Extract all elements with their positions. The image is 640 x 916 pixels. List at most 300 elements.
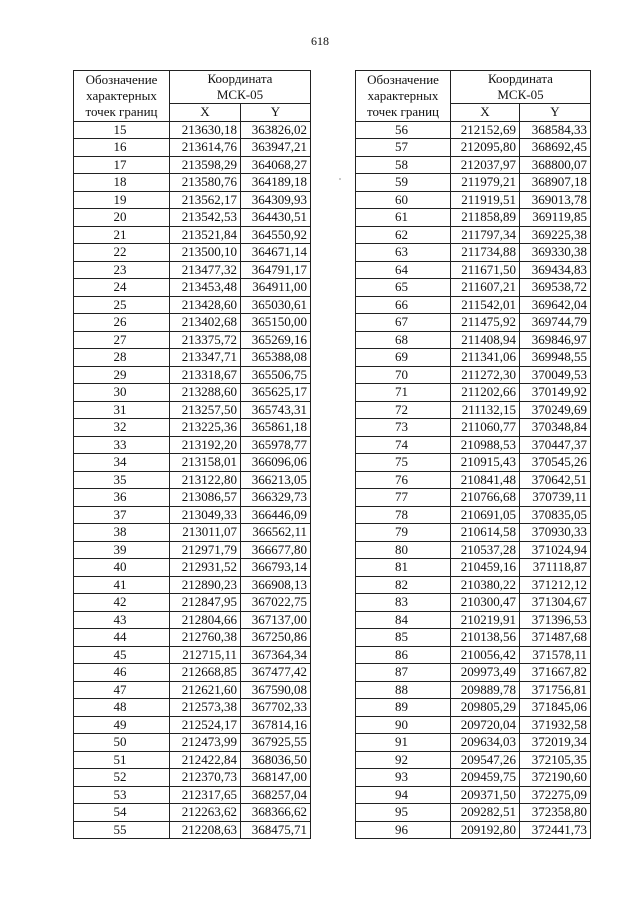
point-number-cell: 77 (356, 489, 451, 507)
x-coordinate-cell: 213428,60 (170, 296, 241, 314)
x-coordinate-cell: 210138,56 (451, 629, 520, 647)
y-coordinate-cell: 365978,77 (241, 436, 311, 454)
point-number-cell: 38 (74, 524, 170, 542)
point-number-cell: 22 (74, 244, 170, 262)
point-number-cell: 73 (356, 419, 451, 437)
table-row (74, 349, 311, 367)
table-row (356, 576, 591, 594)
x-coordinate-cell: 212473,99 (170, 734, 241, 752)
table-row (74, 331, 311, 349)
table-row (356, 384, 591, 402)
table-row (356, 699, 591, 717)
table-row (356, 419, 591, 437)
header-label-line: Обозначение (85, 71, 158, 87)
point-number-cell: 39 (74, 541, 170, 559)
y-coordinate-cell: 370930,33 (520, 524, 591, 542)
x-coordinate-cell: 213453,48 (170, 279, 241, 297)
x-coordinate-cell: 209973,49 (451, 664, 520, 682)
point-number-cell: 45 (74, 646, 170, 664)
point-number-cell: 72 (356, 401, 451, 419)
point-number-cell: 83 (356, 594, 451, 612)
point-number-cell: 69 (356, 349, 451, 367)
table-row (356, 559, 591, 577)
point-number-cell: 43 (74, 611, 170, 629)
table-row (356, 121, 591, 139)
y-coordinate-cell: 364911,00 (241, 279, 311, 297)
x-coordinate-cell: 212422,84 (170, 751, 241, 769)
x-coordinate-cell: 213192,20 (170, 436, 241, 454)
table-row (356, 611, 591, 629)
table-row (74, 226, 311, 244)
x-coordinate-cell: 213598,29 (170, 156, 241, 174)
x-coordinate-cell: 212668,85 (170, 664, 241, 682)
y-coordinate-cell: 364791,17 (241, 261, 311, 279)
y-coordinate-cell: 365861,18 (241, 419, 311, 437)
x-coordinate-cell: 210614,58 (451, 524, 520, 542)
header-coord-line: Координата (488, 71, 553, 86)
table-row (356, 244, 591, 262)
y-coordinate-cell: 367477,42 (241, 664, 311, 682)
point-number-cell: 88 (356, 681, 451, 699)
x-coordinate-cell: 212804,66 (170, 611, 241, 629)
coordinates-table-left (73, 70, 311, 839)
y-coordinate-cell: 367250,86 (241, 629, 311, 647)
point-number-cell: 66 (356, 296, 451, 314)
y-coordinate-cell: 366908,13 (241, 576, 311, 594)
header-y: Y (520, 104, 591, 122)
y-coordinate-cell: 364068,27 (241, 156, 311, 174)
point-number-cell: 67 (356, 314, 451, 332)
table-row (74, 454, 311, 472)
point-number-cell: 51 (74, 751, 170, 769)
table-row (74, 559, 311, 577)
y-coordinate-cell: 368907,18 (520, 174, 591, 192)
x-coordinate-cell: 213375,72 (170, 331, 241, 349)
x-coordinate-cell: 210766,68 (451, 489, 520, 507)
table-row (74, 506, 311, 524)
table-row (74, 611, 311, 629)
y-coordinate-cell: 368584,33 (520, 121, 591, 139)
table-row (74, 594, 311, 612)
header-label-line: характерных (86, 87, 157, 103)
x-coordinate-cell: 213257,50 (170, 401, 241, 419)
y-coordinate-cell: 367925,55 (241, 734, 311, 752)
y-coordinate-cell: 364550,92 (241, 226, 311, 244)
x-coordinate-cell: 211671,50 (451, 261, 520, 279)
point-number-cell: 71 (356, 384, 451, 402)
x-coordinate-cell: 212317,65 (170, 786, 241, 804)
point-number-cell: 93 (356, 769, 451, 787)
y-coordinate-cell: 369330,38 (520, 244, 591, 262)
x-coordinate-cell: 211341,06 (451, 349, 520, 367)
scan-speck (339, 178, 341, 180)
x-coordinate-cell: 212152,69 (451, 121, 520, 139)
table-row (356, 786, 591, 804)
point-number-cell: 63 (356, 244, 451, 262)
table-row (74, 734, 311, 752)
point-number-cell: 36 (74, 489, 170, 507)
y-coordinate-cell: 372441,73 (520, 821, 591, 839)
x-coordinate-cell: 213630,18 (170, 121, 241, 139)
y-coordinate-cell: 366446,09 (241, 506, 311, 524)
y-coordinate-cell: 369948,55 (520, 349, 591, 367)
point-number-cell: 52 (74, 769, 170, 787)
table-row (356, 401, 591, 419)
y-coordinate-cell: 369013,78 (520, 191, 591, 209)
y-coordinate-cell: 372190,60 (520, 769, 591, 787)
header-point-label (356, 71, 451, 122)
table-row (74, 174, 311, 192)
y-coordinate-cell: 367702,33 (241, 699, 311, 717)
x-coordinate-cell: 211979,21 (451, 174, 520, 192)
x-coordinate-cell: 213521,84 (170, 226, 241, 244)
table-row (74, 366, 311, 384)
y-coordinate-cell: 371932,58 (520, 716, 591, 734)
y-coordinate-cell: 370049,53 (520, 366, 591, 384)
point-number-cell: 44 (74, 629, 170, 647)
x-coordinate-cell: 209720,04 (451, 716, 520, 734)
point-number-cell: 82 (356, 576, 451, 594)
point-number-cell: 81 (356, 559, 451, 577)
point-number-cell: 92 (356, 751, 451, 769)
y-coordinate-cell: 364430,51 (241, 209, 311, 227)
point-number-cell: 47 (74, 681, 170, 699)
point-number-cell: 74 (356, 436, 451, 454)
y-coordinate-cell: 370739,11 (520, 489, 591, 507)
table-row (356, 296, 591, 314)
x-coordinate-cell: 213225,36 (170, 419, 241, 437)
y-coordinate-cell: 363826,02 (241, 121, 311, 139)
x-coordinate-cell: 211132,15 (451, 401, 520, 419)
y-coordinate-cell: 370545,26 (520, 454, 591, 472)
table-row (356, 156, 591, 174)
table-row (74, 751, 311, 769)
table-row (74, 156, 311, 174)
y-coordinate-cell: 365030,61 (241, 296, 311, 314)
point-number-cell: 41 (74, 576, 170, 594)
point-number-cell: 80 (356, 541, 451, 559)
point-number-cell: 55 (74, 821, 170, 839)
table-row (356, 226, 591, 244)
point-number-cell: 76 (356, 471, 451, 489)
point-number-cell: 78 (356, 506, 451, 524)
x-coordinate-cell: 211858,89 (451, 209, 520, 227)
x-coordinate-cell: 212971,79 (170, 541, 241, 559)
table-row (356, 436, 591, 454)
table-row (74, 139, 311, 157)
table-row (74, 419, 311, 437)
y-coordinate-cell: 370447,37 (520, 436, 591, 454)
point-number-cell: 87 (356, 664, 451, 682)
x-coordinate-cell: 211542,01 (451, 296, 520, 314)
point-number-cell: 79 (356, 524, 451, 542)
point-number-cell: 37 (74, 506, 170, 524)
y-coordinate-cell: 365269,16 (241, 331, 311, 349)
y-coordinate-cell: 371024,94 (520, 541, 591, 559)
y-coordinate-cell: 364671,14 (241, 244, 311, 262)
x-coordinate-cell: 213318,67 (170, 366, 241, 384)
x-coordinate-cell: 213562,17 (170, 191, 241, 209)
y-coordinate-cell: 372275,09 (520, 786, 591, 804)
header-label-line: характерных (367, 87, 439, 103)
table-row (74, 244, 311, 262)
y-coordinate-cell: 369744,79 (520, 314, 591, 332)
x-coordinate-cell: 210459,16 (451, 559, 520, 577)
x-coordinate-cell: 211475,92 (451, 314, 520, 332)
table-row (356, 454, 591, 472)
table-row (74, 489, 311, 507)
table-row (356, 506, 591, 524)
y-coordinate-cell: 369538,72 (520, 279, 591, 297)
y-coordinate-cell: 365506,75 (241, 366, 311, 384)
y-coordinate-cell: 369434,83 (520, 261, 591, 279)
y-coordinate-cell: 370249,69 (520, 401, 591, 419)
table-row (74, 471, 311, 489)
y-coordinate-cell: 372358,80 (520, 804, 591, 822)
table-row (74, 541, 311, 559)
point-number-cell: 60 (356, 191, 451, 209)
header-coord-line: МСК-05 (216, 87, 264, 102)
x-coordinate-cell: 213122,80 (170, 471, 241, 489)
x-coordinate-cell: 213614,76 (170, 139, 241, 157)
table-row (74, 191, 311, 209)
point-number-cell: 31 (74, 401, 170, 419)
point-number-cell: 50 (74, 734, 170, 752)
x-coordinate-cell: 211919,51 (451, 191, 520, 209)
x-coordinate-cell: 210841,48 (451, 471, 520, 489)
y-coordinate-cell: 368800,07 (520, 156, 591, 174)
y-coordinate-cell: 369642,04 (520, 296, 591, 314)
y-coordinate-cell: 371212,12 (520, 576, 591, 594)
table-row (74, 296, 311, 314)
y-coordinate-cell: 372019,34 (520, 734, 591, 752)
x-coordinate-cell: 212263,62 (170, 804, 241, 822)
header-y: Y (241, 104, 311, 122)
point-number-cell: 24 (74, 279, 170, 297)
point-number-cell: 34 (74, 454, 170, 472)
x-coordinate-cell: 211797,34 (451, 226, 520, 244)
y-coordinate-cell: 366562,11 (241, 524, 311, 542)
y-coordinate-cell: 370835,05 (520, 506, 591, 524)
point-number-cell: 62 (356, 226, 451, 244)
y-coordinate-cell: 371845,06 (520, 699, 591, 717)
table-row (74, 769, 311, 787)
y-coordinate-cell: 365743,31 (241, 401, 311, 419)
table-row (356, 769, 591, 787)
point-number-cell: 28 (74, 349, 170, 367)
table-row (74, 804, 311, 822)
header-x: X (170, 104, 241, 122)
header-coord-line: Координата (207, 71, 273, 86)
table-row (74, 786, 311, 804)
x-coordinate-cell: 211607,21 (451, 279, 520, 297)
y-coordinate-cell: 367590,08 (241, 681, 311, 699)
x-coordinate-cell: 212573,38 (170, 699, 241, 717)
point-number-cell: 17 (74, 156, 170, 174)
y-coordinate-cell: 367814,16 (241, 716, 311, 734)
table-row (356, 489, 591, 507)
coordinates-table-right (355, 70, 591, 839)
point-number-cell: 94 (356, 786, 451, 804)
y-coordinate-cell: 370149,92 (520, 384, 591, 402)
x-coordinate-cell: 213049,33 (170, 506, 241, 524)
point-number-cell: 32 (74, 419, 170, 437)
point-number-cell: 19 (74, 191, 170, 209)
table-row (74, 209, 311, 227)
y-coordinate-cell: 371756,81 (520, 681, 591, 699)
table-row (356, 191, 591, 209)
y-coordinate-cell: 368366,62 (241, 804, 311, 822)
y-coordinate-cell: 366329,73 (241, 489, 311, 507)
x-coordinate-cell: 213347,71 (170, 349, 241, 367)
point-number-cell: 15 (74, 121, 170, 139)
x-coordinate-cell: 212208,63 (170, 821, 241, 839)
point-number-cell: 89 (356, 699, 451, 717)
x-coordinate-cell: 210219,91 (451, 611, 520, 629)
y-coordinate-cell: 367137,00 (241, 611, 311, 629)
page-number: 618 (311, 34, 329, 48)
header-point-label (74, 71, 170, 122)
point-number-cell: 85 (356, 629, 451, 647)
x-coordinate-cell: 211272,30 (451, 366, 520, 384)
y-coordinate-cell: 365625,17 (241, 384, 311, 402)
x-coordinate-cell: 211408,94 (451, 331, 520, 349)
table-row (356, 314, 591, 332)
x-coordinate-cell: 213288,60 (170, 384, 241, 402)
point-number-cell: 21 (74, 226, 170, 244)
point-number-cell: 42 (74, 594, 170, 612)
point-number-cell: 48 (74, 699, 170, 717)
point-number-cell: 56 (356, 121, 451, 139)
y-coordinate-cell: 369846,97 (520, 331, 591, 349)
x-coordinate-cell: 213542,53 (170, 209, 241, 227)
point-number-cell: 57 (356, 139, 451, 157)
table-row (356, 349, 591, 367)
table-row (356, 594, 591, 612)
y-coordinate-cell: 371396,53 (520, 611, 591, 629)
y-coordinate-cell: 368692,45 (520, 139, 591, 157)
table-row (356, 261, 591, 279)
x-coordinate-cell: 213158,01 (170, 454, 241, 472)
table-row (74, 314, 311, 332)
point-number-cell: 61 (356, 209, 451, 227)
point-number-cell: 86 (356, 646, 451, 664)
table-row (356, 174, 591, 192)
x-coordinate-cell: 213086,57 (170, 489, 241, 507)
y-coordinate-cell: 368257,04 (241, 786, 311, 804)
table-row (74, 261, 311, 279)
table-row (356, 524, 591, 542)
x-coordinate-cell: 209282,51 (451, 804, 520, 822)
table-row (356, 716, 591, 734)
point-number-cell: 25 (74, 296, 170, 314)
table-row (74, 384, 311, 402)
x-coordinate-cell: 212524,17 (170, 716, 241, 734)
x-coordinate-cell: 209459,75 (451, 769, 520, 787)
x-coordinate-cell: 211202,66 (451, 384, 520, 402)
x-coordinate-cell: 210300,47 (451, 594, 520, 612)
point-number-cell: 96 (356, 821, 451, 839)
table-row (356, 681, 591, 699)
point-number-cell: 16 (74, 139, 170, 157)
point-number-cell: 95 (356, 804, 451, 822)
point-number-cell: 27 (74, 331, 170, 349)
point-number-cell: 49 (74, 716, 170, 734)
x-coordinate-cell: 210915,43 (451, 454, 520, 472)
table-row (74, 436, 311, 454)
point-number-cell: 20 (74, 209, 170, 227)
table-body-right (356, 121, 591, 839)
point-number-cell: 90 (356, 716, 451, 734)
point-number-cell: 30 (74, 384, 170, 402)
table-row (74, 664, 311, 682)
point-number-cell: 29 (74, 366, 170, 384)
x-coordinate-cell: 212760,38 (170, 629, 241, 647)
y-coordinate-cell: 371487,68 (520, 629, 591, 647)
y-coordinate-cell: 365150,00 (241, 314, 311, 332)
y-coordinate-cell: 366793,14 (241, 559, 311, 577)
y-coordinate-cell: 366213,05 (241, 471, 311, 489)
header-coordinate (451, 71, 591, 104)
y-coordinate-cell: 371667,82 (520, 664, 591, 682)
point-number-cell: 18 (74, 174, 170, 192)
point-number-cell: 91 (356, 734, 451, 752)
x-coordinate-cell: 212621,60 (170, 681, 241, 699)
y-coordinate-cell: 368147,00 (241, 769, 311, 787)
x-coordinate-cell: 210691,05 (451, 506, 520, 524)
point-number-cell: 54 (74, 804, 170, 822)
table-row (356, 366, 591, 384)
y-coordinate-cell: 370348,84 (520, 419, 591, 437)
point-number-cell: 23 (74, 261, 170, 279)
point-number-cell: 84 (356, 611, 451, 629)
table-row (74, 629, 311, 647)
y-coordinate-cell: 371304,67 (520, 594, 591, 612)
point-number-cell: 40 (74, 559, 170, 577)
x-coordinate-cell: 210380,22 (451, 576, 520, 594)
table-row (356, 471, 591, 489)
point-number-cell: 70 (356, 366, 451, 384)
table-row (74, 699, 311, 717)
x-coordinate-cell: 211060,77 (451, 419, 520, 437)
x-coordinate-cell: 209192,80 (451, 821, 520, 839)
y-coordinate-cell: 366096,06 (241, 454, 311, 472)
y-coordinate-cell: 364189,18 (241, 174, 311, 192)
table-row (74, 646, 311, 664)
header-x: X (451, 104, 520, 122)
table-row (74, 279, 311, 297)
y-coordinate-cell: 371578,11 (520, 646, 591, 664)
table-row (74, 524, 311, 542)
x-coordinate-cell: 209371,50 (451, 786, 520, 804)
x-coordinate-cell: 209547,26 (451, 751, 520, 769)
table-row (356, 751, 591, 769)
table-row (356, 139, 591, 157)
point-number-cell: 64 (356, 261, 451, 279)
y-coordinate-cell: 367364,34 (241, 646, 311, 664)
x-coordinate-cell: 212370,73 (170, 769, 241, 787)
y-coordinate-cell: 364309,93 (241, 191, 311, 209)
y-coordinate-cell: 369225,38 (520, 226, 591, 244)
table-body-left (74, 121, 311, 839)
table-row (356, 646, 591, 664)
table-row (74, 716, 311, 734)
point-number-cell: 58 (356, 156, 451, 174)
header-label-line: точек границ (85, 103, 158, 119)
x-coordinate-cell: 212890,23 (170, 576, 241, 594)
x-coordinate-cell: 212037,97 (451, 156, 520, 174)
x-coordinate-cell: 213500,10 (170, 244, 241, 262)
